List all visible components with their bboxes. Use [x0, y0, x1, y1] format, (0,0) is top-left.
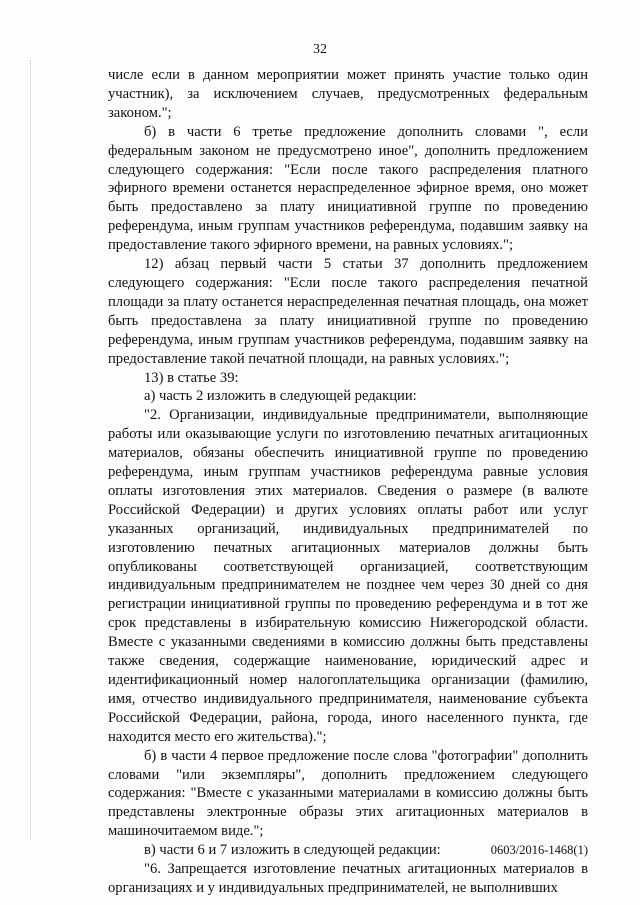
paragraph: б) в части 4 первое предложение после слова "фотографии" дополнить словами "или экземпляры", дополнить предложением следующего содержания: "Вместе с указанными материалами в комиссию должны быть представлены электронные образы этих агитационных материалов в машиночитаемом виде.";	[108, 747, 588, 840]
paragraph: числе если в данном мероприятии может принять участие только один участник), за исключением случаев, предусмотренных федеральным законом.";	[108, 67, 588, 121]
paragraph: "2. Организации, индивидуальные предприниматели, выполняющие работы или оказывающие услуги по изготовлению печатных агитационных материалов, обязаны обеспечить инициативной группе по проведению референдума, иным группам участников референдума равные условия оплаты изготовления этих материалов. Сведения о размере (в валюте Российской Федерации) и других условиях оплаты работ или услуг указанных организаций, индивидуальных предпринимателей по изготовлению печатных агитационных материалов должны быть опубликованы соответствующей организацией, соответствующим индивидуальным предпринимателем не позднее чем через 30 дней со дня регистрации инициативной группы по проведению референдума и в тот же срок представлены в избирательную комиссию Нижегородской области. Вместе с указанными сведениями в комиссию должны быть представлены также сведения, содержащие наименование, юридический адрес и идентификационный номер налогоплательщика организации (фамилию, имя, отчество индивидуального предпринимателя, наименование субъекта Российской Федерации, района, города, иного населенного пункта, где находится место его жительства).";	[108, 407, 588, 745]
document-code: 0603/2016-1468(1)	[490, 843, 588, 857]
scan-margin-marks	[30, 60, 37, 840]
paragraph: б) в части 6 третье предложение дополнить словами ", если федеральным законом не предусмотрено иное", дополнить предложением следующего содержания: "Если после такого распределения платного эфирного времени останется нераспределенное эфирное время, оно может быть предоставлено за плату инициативной группе по проведению референдума, иным группам участников референдума, подавшим заявку на предоставление такого эфирного времени, на равных условиях.";	[108, 123, 588, 254]
document-body	[108, 66, 588, 898]
page-number: 32	[313, 42, 327, 57]
paragraph: 13) в статье 39:	[144, 369, 239, 386]
paragraph: 12) абзац первый части 5 статьи 37 дополнить предложением следующего содержания: "Если после такого распределения печатной площади за плату останется нераспределенная печатная площадь, она может быть предоставлена за плату инициативной группе по проведению референдума, иным группам участников референдума, подавшим заявку на предоставление такой печатной площади, на равных условиях.";	[108, 256, 588, 367]
paragraph: а) часть 2 изложить в следующей редакции:	[144, 388, 417, 405]
paragraph: "6. Запрещается изготовление печатных агитационных материалов в организациях и у индивидуальных предпринимателей, не выполнивших	[108, 861, 588, 896]
paragraph: в) части 6 и 7 изложить в следующей редакции:	[144, 842, 441, 859]
